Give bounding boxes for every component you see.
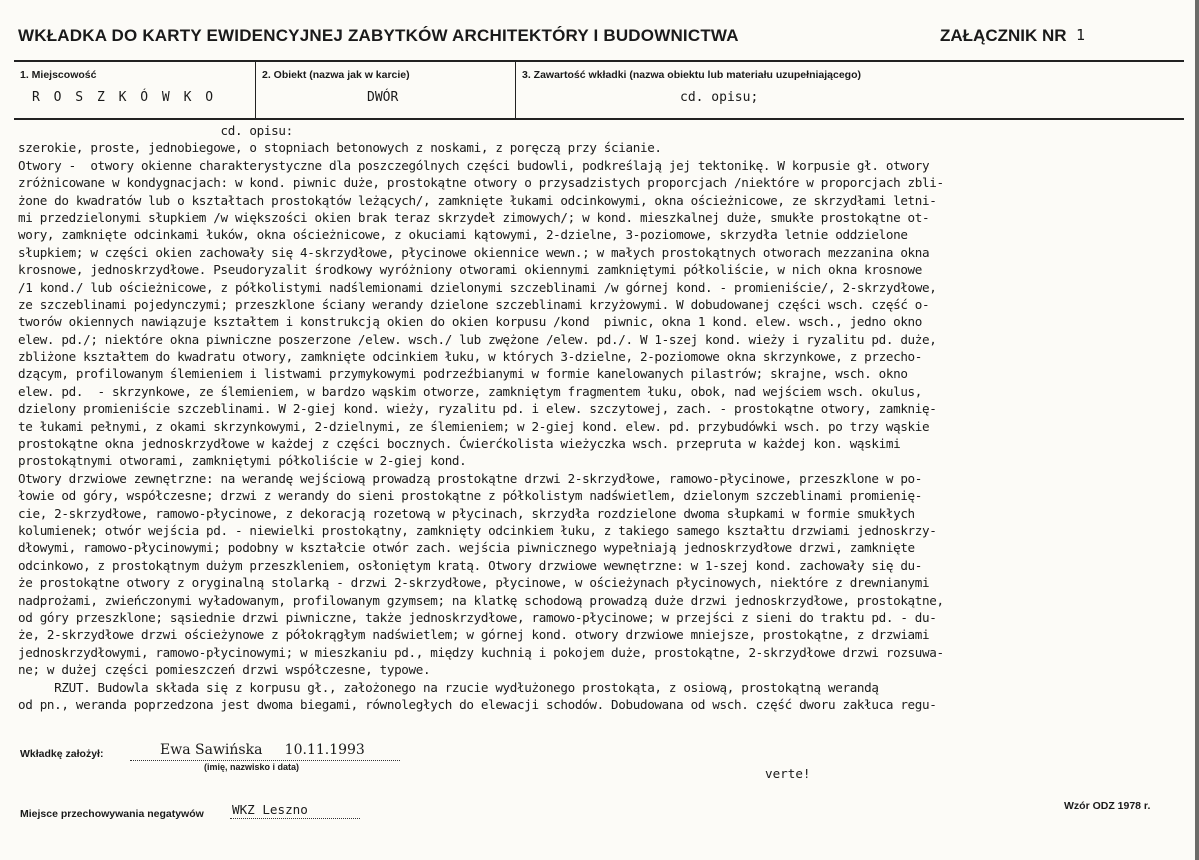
header-rule-bottom (14, 118, 1184, 120)
field-locality-label: 1. Miejscowość (20, 69, 97, 81)
text-line: wory, zamknięte odcinkami łuków, okna ościeżnicowe, z okuciami kątowymi, 2-dzielne, 3-poziomowe, skrzydła letnie oddzielone (18, 227, 908, 243)
negatives-storage-line (230, 818, 360, 819)
text-line: łowie od góry, współczesne; drzwi z werandy do sieni prostokątne z półkolistym nadświetlem, dzielonym szczeblinami promienię- (18, 488, 923, 504)
text-line: elew. pd./; niektóre okna piwniczne poszerzone /elew. wsch./ lub zwężone /elew. pd./. W 1-szej kond. wieży i ryzalitu pd. duże, (18, 331, 937, 347)
text-line: RZUT. Budowla składa się z korpusu gł., założonego na rzucie wydłużonego prostokąta, z osiową, prostokątną werandą (18, 679, 879, 695)
text-line: Otwory - otwory okienne charakterystyczne dla poszczególnych części budowli, podkreślają jej tektonikę. W korpusie gł. otwory (18, 157, 930, 173)
header-rule-top (14, 60, 1184, 62)
field-object-label: 2. Obiekt (nazwa jak w karcie) (262, 69, 410, 81)
field-locality-value: R O S Z K Ó W K O (32, 90, 217, 105)
field-divider-2 (515, 60, 516, 118)
text-line: ne; w dużej części pomieszczeń drzwi współczesne, typowe. (18, 662, 431, 678)
negatives-storage-value: WKZ Leszno (232, 802, 308, 817)
text-line: zbliżone kształtem do kwadratu otwory, zamknięte odcinkiem łuku, w których 3-dzielne, 2-poziomowe okna skrzynkowe, z przecho- (18, 349, 923, 365)
text-line: szerokie, proste, jednobiegowe, o stopniach betonowych z noskami, z poręczą przy ścianie. (18, 140, 662, 156)
text-line: zróżnicowane w kondygnacjach: w kond. piwnic duże, prostokątne otwory o przysadzistych proporcjach /niektóre w proporcjach zbli- (18, 175, 944, 191)
text-line: prostokątne okna jednoskrzydłowe w każdej z części bocznych. Ćwierćkolista wieżyczka wsch. przepruta w każdej kon. wąskimi (18, 436, 901, 452)
verte-note: verte! (765, 766, 811, 781)
negatives-storage-label: Miejsce przechowywania negatywów (20, 808, 204, 820)
text-line: cd. opisu: (18, 123, 293, 138)
text-line: Otwory drzwiowe zewnętrzne: na werandę wejściową prowadzą prostokątne drzwi 2-skrzydłowe, ramowo-płycinowe, przeszklone w po- (18, 470, 923, 486)
text-line: te łukami pełnymi, z okami skrzynkowymi, 2-dzielnymi, ze ślemieniem; w 2-giej kond. elew. pd. przybudówki wsch. po trzy wąskie (18, 418, 930, 434)
description-text (18, 122, 1188, 713)
text-line: prostokątnymi otworami, zamkniętymi półkoliście w 2-giej kond. (18, 453, 467, 469)
text-line: słupkiem; w części okien zachowały się 4-skrzydłowe, płycinowe okiennice wewn.; w małych prostokątnych otworach mezzanina okna (18, 244, 930, 260)
text-line: ze szczeblinami pojedynczymi; przeszklone ściany werandy dzielone szczeblinami krzyżowymi. W dobudowanej części wsch. część o- (18, 296, 930, 312)
attachment-label: ZAŁĄCZNIK NR (940, 26, 1067, 45)
field-object-value: DWÓR (367, 90, 399, 105)
text-line: nadprożami, zwieńczonymi wyładowanym, profilowanym gzymsem; na klatkę schodową prowadzą duże drzwi jednoskrzydłowe, prostokątne, (18, 592, 944, 608)
attachment-number: 1 (1076, 26, 1086, 44)
text-line: kolumienek; otwór wejścia pd. - niewielki prostokątny, zamknięty odcinkiem łuku, z takiego samego kształtu drzwiami jednoskrzy- (18, 522, 937, 538)
text-line: od pn., weranda poprzedzona jest dwoma biegami, równoległych do elewacji schodów. Dobudowana od wsch. część dworu zakłuca regu- (18, 696, 937, 712)
text-line: /1 kond./ lub ościeżnicowe, z półkolistymi nadślemionami dzielonymi szczeblinami /w górnej kond. - promieniście/, 2-skrzydłowe, (18, 279, 937, 295)
card-right-edge (1195, 0, 1199, 860)
created-by-value: Ewa Sawińska 10.11.1993 (160, 742, 365, 758)
form-title: WKŁADKA DO KARTY EWIDENCYJNEJ ZABYTKÓW ARCHITEKTÓRY I BUDOWNICTWA (18, 26, 739, 45)
created-by-caption: (imię, nazwisko i data) (204, 762, 300, 772)
text-line: mi przedzielonymi słupkiem /w większości okien brak teraz skrzydeł zimowych/; w kond. mieszkalnej duże, smukłe prostokątne ot- (18, 209, 930, 225)
text-line: odcinkowo, z prostokątnym dużym przeszkleniem, osłoniętym kratą. Otwory drzwiowe wewnętrzne: w 1-szej kond. zachowały się du- (18, 557, 923, 573)
field-divider-1 (255, 60, 256, 118)
created-by-label: Wkładkę założył: (20, 748, 104, 760)
text-line: dzącym, profilowanym ślemieniem i listwami przymykowymi podrzeźbianymi w formie kanelowanych pilastrów; skrajne, wsch. okno (18, 366, 908, 382)
text-line: elew. pd. - skrzynkowe, ze ślemieniem, w bardzo wąskim otworze, zamkniętym fragmentem łuku, obok, nad wejściem wsch. okulus, (18, 383, 923, 399)
text-line: dzielony promieniście szczeblinami. W 2-giej kond. wieży, ryzalitu pd. i elew. szczytowej, zach. - prostokątne otwory, zamknię- (18, 401, 937, 417)
field-contents-label: 3. Zawartość wkładki (nazwa obiektu lub materiału uzupełniającego) (522, 69, 861, 81)
text-line: krosnowe, jednoskrzydłowe. Pseudoryzalit środkowy wyróżniony otworami okiennymi zamkniętymi półkoliście, w nich okna krosnowe (18, 262, 923, 278)
form-template-id: Wzór ODZ 1978 r. (1064, 800, 1151, 812)
text-line: dłowymi, ramowo-płycinowymi; podobny w kształcie otwór zach. wejścia piwnicznego wypełniają jednoskrzydłowe drzwi, zamknięte (18, 540, 915, 556)
field-contents-value: cd. opisu; (680, 90, 759, 105)
text-line: od góry przeszklone; sąsiednie drzwi piwniczne, także jednoskrzydłowe, ramowo-płycinowe; w przejści z sieni do traktu pd. - du- (18, 609, 937, 625)
text-line: żone do kwadratów lub o kształtach prostokątów leżących/, zamknięte łukami odcinkowymi, okna ościeżnicowe, ze skrzydłami letni- (18, 192, 937, 208)
text-line: cie, 2-skrzydłowe, ramowo-płycinowe, z dekoracją rozetową w płycinach, skrzydła rozdzielone dwoma słupkami w formie smukłych (18, 505, 915, 521)
text-line: że prostokątne otwory z oryginalną stolarką - drzwi 2-skrzydłowe, płycinowe, w ościeżynach płycinowych, niektóre z drewnianymi (18, 575, 930, 591)
text-line: jednoskrzydłowymi, ramowo-płycinowymi; w mieszkaniu pd., między kuchnią i pokojem duże, prostokątne, 2-skrzydłowe drzwi rozsuwa- (18, 644, 944, 660)
text-line: że, 2-skrzydłowe drzwi ościeżynowe z półokrągłym nadświetlem; w górnej kond. otwory drzwiowe mniejsze, prostokątne, z drzwiami (18, 627, 930, 643)
created-by-line (130, 760, 400, 761)
text-line: tworów okiennych nawiązuje kształtem i konstrukcją okien do okien korpusu /kond piwnic, okna 1 kond. elew. wsch., jedno okno (18, 314, 923, 330)
